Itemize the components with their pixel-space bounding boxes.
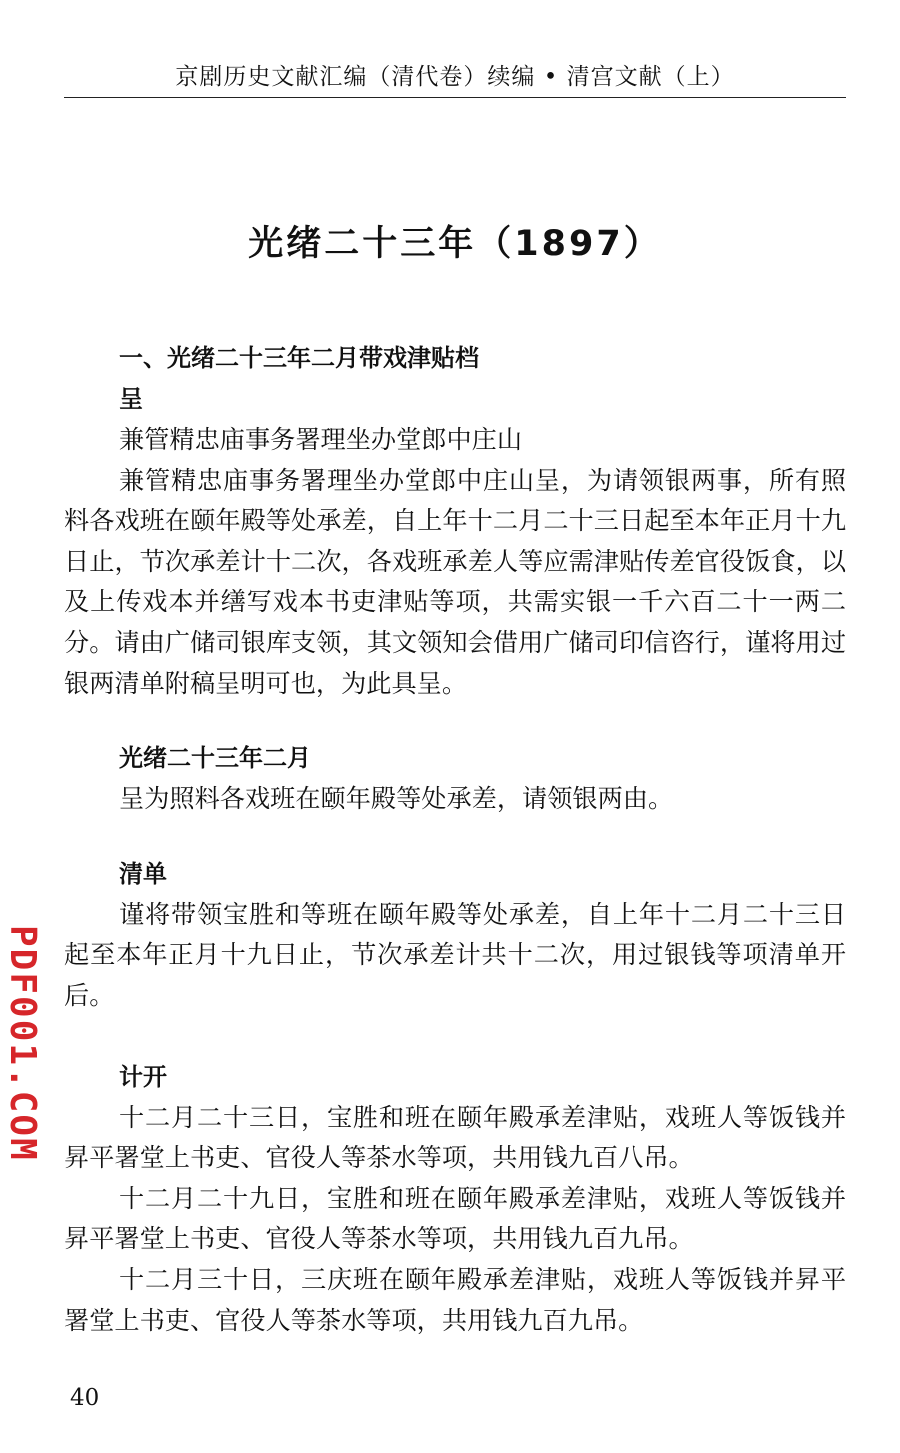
list-item: 十二月二十三日，宝胜和班在颐年殿承差津贴，戏班人等饭钱并昇平署堂上书吏、官役人等茶水等项，共用钱九百八吊。 [64,1102,846,1173]
items-heading: 计开 [119,1062,167,1091]
date-heading: 光绪二十三年二月 [119,744,311,773]
list-paragraph: 谨将带领宝胜和等班在颐年殿等处承差，自上年十二月二十三日起至本年正月十九日止，节次承差计共十二次，用过银钱等项清单开后。 [64,899,846,1010]
author-line: 兼管精忠庙事务署理坐办堂郎中庄山 [119,425,522,454]
list-heading: 清单 [119,859,167,888]
paragraph-petition: 兼管精忠庙事务署理坐办堂郎中庄山呈，为请领银两事，所有照料各戏班在颐年殿等处承差，自上年十二月二十三日起至本年正月十九日止，节次承差计十二次，各戏班承差人等应需津贴传差官役饭食，以及上传戏本并缮写戏本书吏津贴等项，共需实银一千六百二十一两二分。请由广储司银库支领，其文领知会借用广储司印信咨行，谨将用过银两清单附稿呈明可也，为此具呈。 [64,465,846,698]
page-number: 40 [70,1385,100,1411]
watermark-text: PDF001.COM [2,925,43,1162]
list-item: 十二月三十日，三庆班在颐年殿承差津贴，戏班人等饭钱并昇平署堂上书吏、官役人等茶水等项，共用钱九百九吊。 [64,1264,846,1335]
page-title: 光绪二十三年（1897） [248,224,662,264]
document-body [64,338,846,1341]
date-line: 呈为照料各戏班在颐年殿等处承差，请领银两由。 [119,784,674,814]
header-rule [64,97,846,98]
section-heading: 一、光绪二十三年二月带戏津贴档 [119,344,479,372]
running-header: 京剧历史文献汇编（清代卷）续编 • 清宫文献（上） [175,64,735,90]
cheng-heading: 呈 [119,385,143,413]
list-item: 十二月二十九日，宝胜和班在颐年殿承差津贴，戏班人等饭钱并昇平署堂上书吏、官役人等茶水等项，共用钱九百九吊。 [64,1183,846,1254]
